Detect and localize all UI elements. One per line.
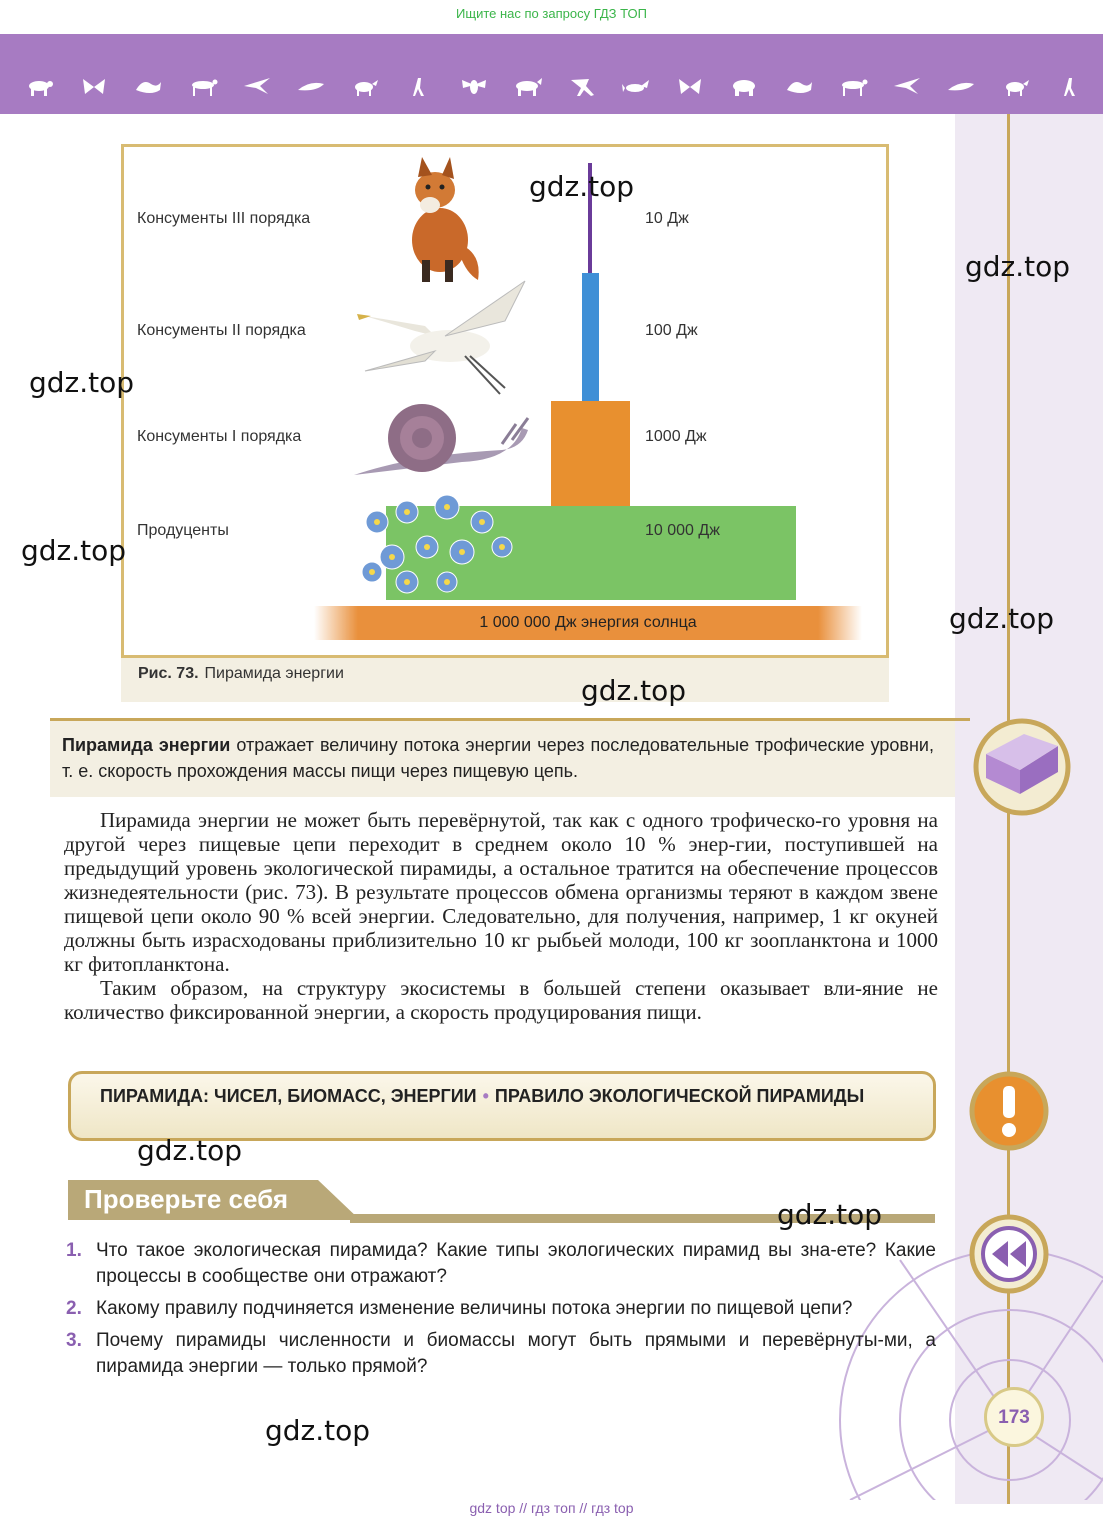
definition-text <box>62 732 934 784</box>
question-item <box>66 1238 936 1290</box>
rewind-icon <box>968 1213 1050 1295</box>
body-text <box>64 808 938 1024</box>
heron-illustration <box>355 276 535 401</box>
figure-caption <box>138 665 344 683</box>
level-label-producers: Продуценты <box>137 522 229 539</box>
key-terms-part1: ПИРАМИДА: ЧИСЕЛ, БИОМАСС, ЭНЕРГИИ <box>100 1086 477 1106</box>
animal-silhouette-icon <box>730 76 760 98</box>
body-paragraph: Пирамида энергии не может быть перевёрнутой, так как с одного трофическо-го уровня на другой через пищевые цепи переходит в среднем около 10 % энер-гии, поступившей на предыдущий уровень экологической пирамиды, а остальное тратится на обеспечение процессов жизнедеятельности (рис. 73). В результате процессов обмена организмы теряют в каждом звене пищевой цепи около 90 % всей энергии. Следовательно, для получения, например, 1 кг окуней должны быть израсходованы приблизительно 10 кг рыбьей молоди, 100 кг зоопланктона и 1000 кг фитопланктона. <box>64 808 938 976</box>
animal-silhouette-icon <box>79 76 109 98</box>
page-number: 173 <box>984 1387 1044 1447</box>
key-terms-part2: ПРАВИЛО ЭКОЛОГИЧЕСКОЙ ПИРАМИДЫ <box>494 1086 865 1106</box>
key-terms-separator: • <box>482 1086 489 1106</box>
watermark: gdz.top <box>29 366 135 399</box>
definition-term: Пирамида энергии <box>62 735 231 755</box>
question-number: 3. <box>66 1330 82 1351</box>
animal-silhouette-icon <box>513 76 543 98</box>
animal-strip <box>25 70 1085 104</box>
forget-me-not-illustration <box>352 492 527 602</box>
top-note: Ищите нас по запросу ГДЗ ТОП <box>456 6 647 21</box>
animal-silhouette-icon <box>1055 76 1085 98</box>
watermark: gdz.top <box>265 1414 371 1447</box>
animal-silhouette-icon <box>25 76 55 98</box>
animal-silhouette-icon <box>621 76 651 98</box>
energy-label-consumers-2: 100 Дж <box>645 322 698 339</box>
snail-illustration <box>352 400 532 485</box>
animal-silhouette-icon <box>459 76 489 98</box>
question-text: Какому правилу подчиняется изменение величины потока энергии по пищевой цепи? <box>96 1298 853 1319</box>
body-paragraph: Таким образом, на структуру экосистемы в большей степени оказывает вли-яние не количество фиксированной энергии, а скорость продуцирования пищи. <box>64 976 938 1024</box>
energy-label-consumers-1: 1000 Дж <box>645 428 707 445</box>
animal-silhouette-icon <box>188 76 218 98</box>
definition-body: отражает величину потока энергии через последовательные трофические уровни, т. е. скорость прохождения массы пищи через пищевую цепь. <box>62 735 934 781</box>
level-label-consumers-1: Консументы I порядка <box>137 428 302 445</box>
watermark: gdz.top <box>777 1198 883 1231</box>
watermark: gdz.top <box>529 170 635 203</box>
animal-silhouette-icon <box>242 76 272 98</box>
animal-silhouette-icon <box>675 76 705 98</box>
watermark: gdz.top <box>21 534 127 567</box>
animal-silhouette-icon <box>567 76 597 98</box>
animal-silhouette-icon <box>1001 76 1031 98</box>
sun-energy-bar: 1 000 000 Дж энергия солнца <box>314 606 862 640</box>
energy-label-consumers-3: 10 Дж <box>645 210 689 227</box>
footer-links[interactable]: gdz top // гдз топ // гдз top <box>469 1500 634 1516</box>
check-title: Проверьте себя <box>84 1184 289 1214</box>
questions-list <box>66 1238 936 1386</box>
animal-silhouette-icon <box>350 76 380 98</box>
fox-illustration <box>390 155 485 285</box>
watermark: gdz.top <box>581 674 687 707</box>
question-text: Почему пирамиды численности и биомассы могут быть прямыми и перевёрнуты-ми, а пирамида энергии — только прямой? <box>96 1330 936 1377</box>
question-item <box>66 1296 936 1322</box>
consumers-1-bar <box>551 401 630 506</box>
consumers-2-bar <box>582 273 599 401</box>
level-label-consumers-3: Консументы III порядка <box>137 210 311 227</box>
question-number: 2. <box>66 1298 82 1319</box>
exclamation-icon <box>968 1070 1050 1152</box>
question-text: Что такое экологическая пирамида? Какие типы экологических пирамид вы зна-ете? Какие процессы в сообществе они отражают? <box>96 1240 936 1287</box>
energy-label-producers: 10 000 Дж <box>645 522 720 539</box>
watermark: gdz.top <box>949 602 1055 635</box>
watermark: gdz.top <box>965 250 1071 283</box>
animal-silhouette-icon <box>892 76 922 98</box>
caption-text: Пирамида энергии <box>204 665 344 682</box>
animal-silhouette-icon <box>784 76 814 98</box>
watermark: gdz.top <box>137 1134 243 1167</box>
level-label-consumers-2: Консументы II порядка <box>137 322 306 339</box>
question-item <box>66 1328 936 1380</box>
caption-prefix: Рис. 73. <box>138 665 199 682</box>
animal-silhouette-icon <box>404 76 434 98</box>
question-number: 1. <box>66 1240 82 1261</box>
animal-silhouette-icon <box>133 76 163 98</box>
animal-silhouette-icon <box>296 76 326 98</box>
animal-silhouette-icon <box>946 76 976 98</box>
animal-silhouette-icon <box>838 76 868 98</box>
book-icon <box>972 712 1072 822</box>
key-terms-text <box>100 1084 900 1108</box>
